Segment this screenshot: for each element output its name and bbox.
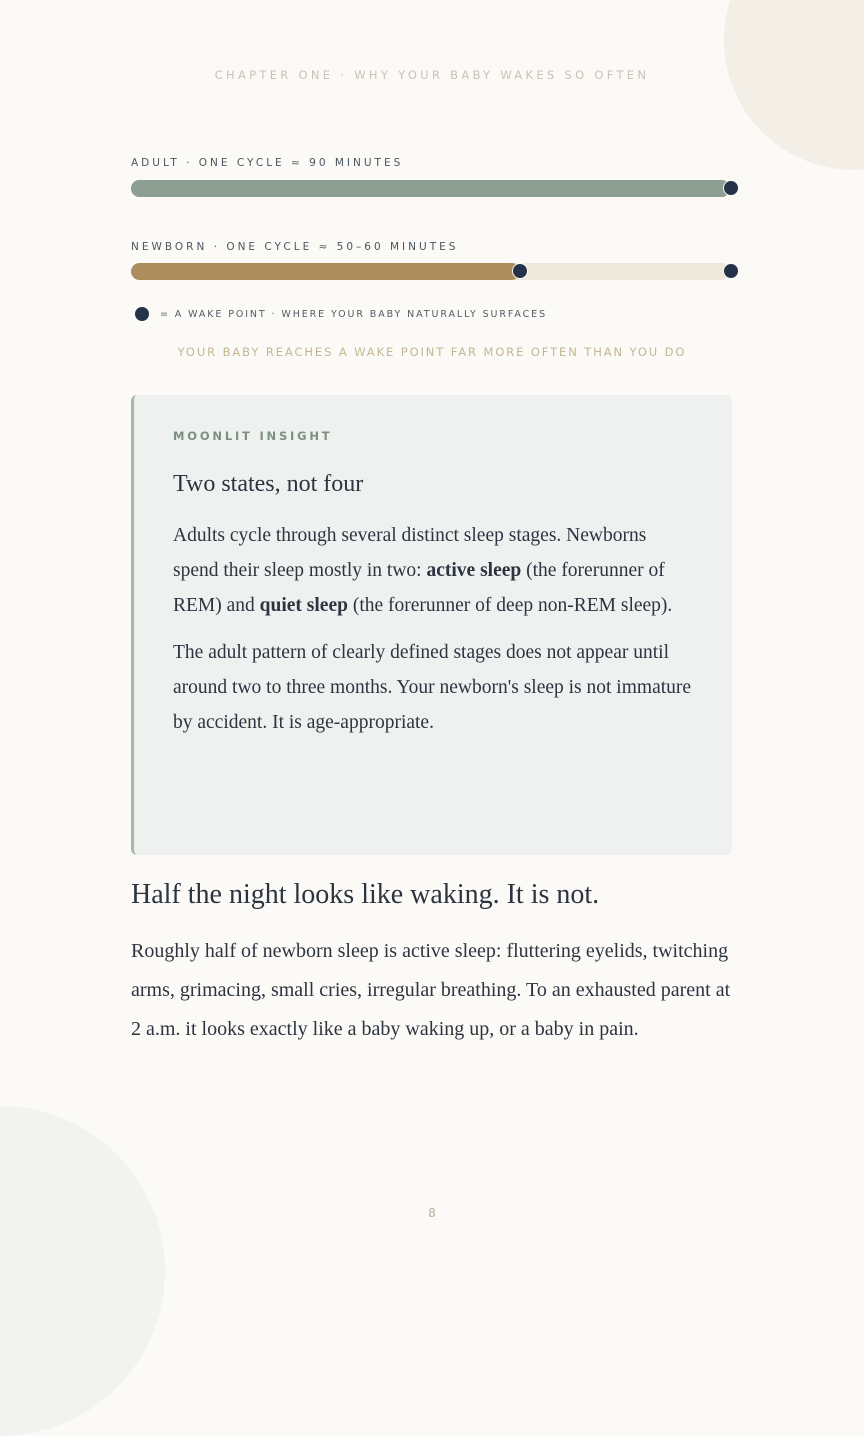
wake-point-legend: [135, 307, 547, 321]
insight-text: (the forerunner of deep non-REM sleep).: [347, 595, 673, 616]
running-head: CHAPTER ONE · WHY YOUR BABY WAKES SO OFTEN: [214, 68, 650, 82]
adult-cycle-bar: [131, 180, 730, 197]
insight-text: (the forerunner of REM) and: [173, 560, 665, 616]
insight-title: Two states, not four: [173, 471, 364, 497]
moonlit-insight-box: [131, 395, 732, 855]
quiet-sleep-term: quiet sleep: [259, 595, 348, 616]
decorative-circle-bottom-left: [0, 1106, 165, 1436]
insight-paragraph-1: [173, 518, 696, 623]
decorative-circle-top-right: [724, 0, 864, 170]
page-number: 8: [428, 1206, 436, 1220]
newborn-wake-point-dot-end: [723, 263, 739, 279]
adult-wake-point-dot: [723, 180, 739, 196]
insight-label: MOONLIT INSIGHT: [173, 429, 333, 443]
section-heading: Half the night looks like waking. It is not.: [131, 879, 600, 910]
wake-point-legend-text: = A WAKE POINT · WHERE YOUR BABY NATURALLY SURFACES: [160, 308, 547, 320]
insight-paragraph-2: The adult pattern of clearly defined stages does not appear until around two to three months. Your newborn's sleep is not immature by accident. It is age-appropriate.: [173, 642, 692, 733]
diagram-note: YOUR BABY REACHES A WAKE POINT FAR MORE OFTEN THAN YOU DO: [177, 345, 687, 359]
newborn-cycle-fill: [131, 263, 520, 280]
newborn-cycle-caption: NEWBORN · ONE CYCLE ≈ 50–60 MINUTES: [131, 241, 459, 253]
adult-cycle-fill: [131, 180, 730, 197]
insight-text: Adults cycle through several distinct sleep stages. Newborns spend their sleep mostly in two:: [173, 525, 647, 581]
body-paragraph: Roughly half of newborn sleep is active sleep: fluttering eyelids, twitching arms, grimacing, small cries, irregular breathing. To an exhausted parent at 2 a.m. it looks exactly like a baby waking up, or a baby in pain.: [131, 940, 731, 1040]
adult-cycle-caption: ADULT · ONE CYCLE ≈ 90 MINUTES: [131, 157, 404, 169]
wake-point-legend-dot: [135, 307, 149, 321]
newborn-cycle-bar: [131, 263, 730, 280]
active-sleep-term: active sleep: [426, 560, 522, 581]
